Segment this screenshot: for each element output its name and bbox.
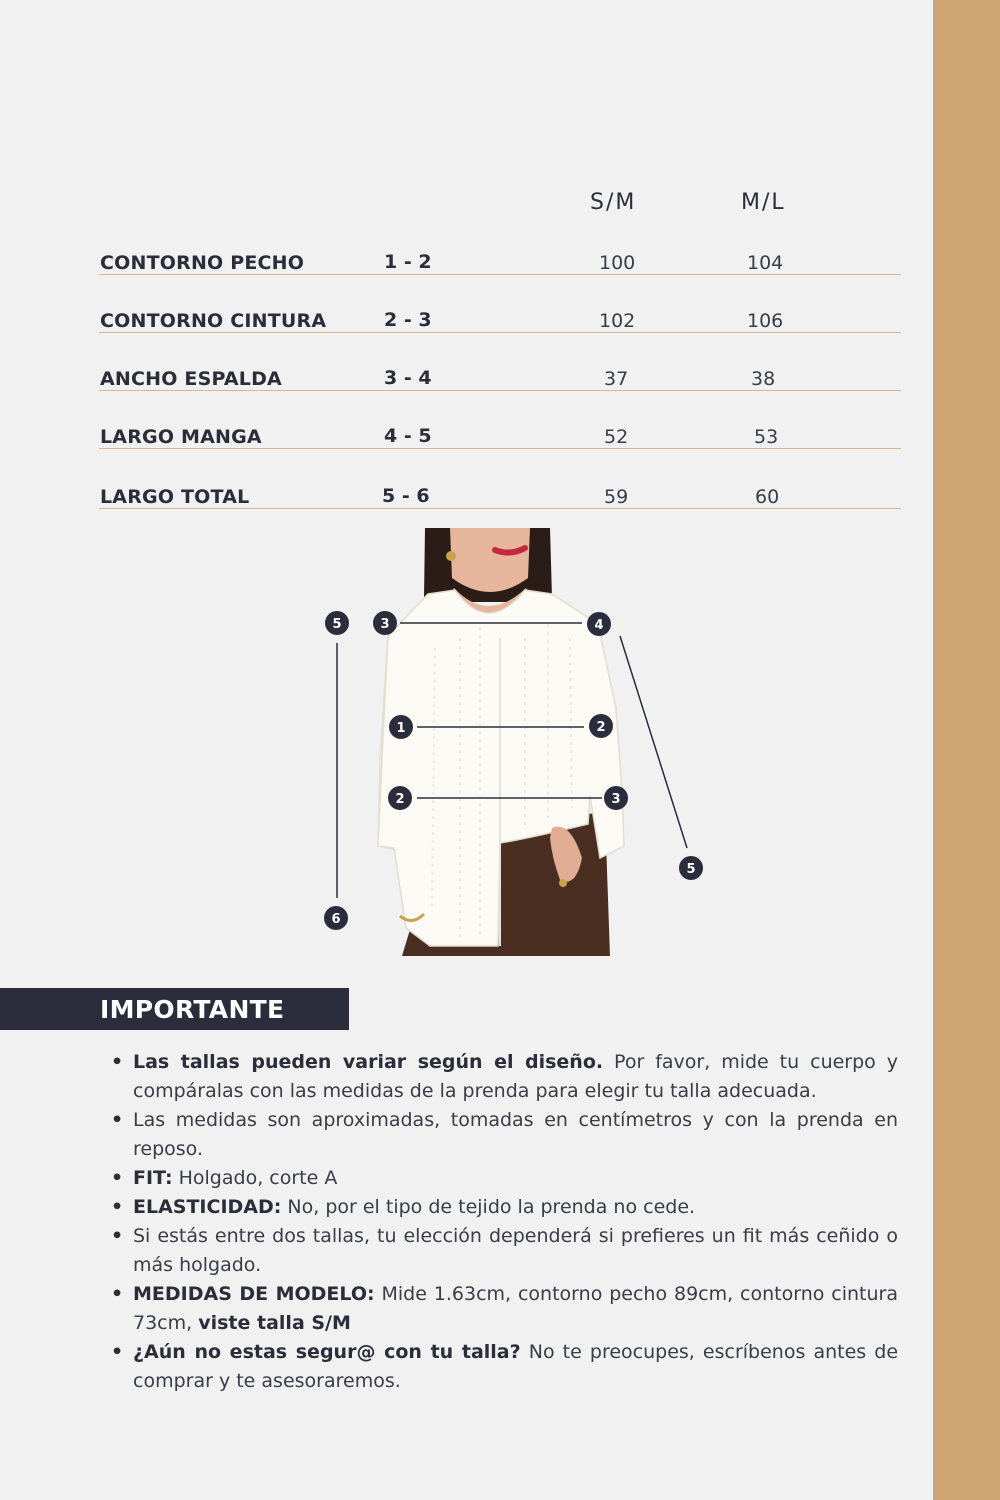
measure-value-sm: 52	[604, 426, 629, 448]
measure-label: ANCHO ESPALDA	[100, 368, 282, 390]
measure-value-ml: 53	[754, 426, 779, 448]
measure-value-ml: 104	[747, 252, 784, 274]
measure-value-sm: 100	[599, 252, 636, 274]
measure-value-ml: 38	[751, 368, 776, 390]
marker-2-chest	[589, 714, 613, 738]
svg-text:5: 5	[686, 862, 696, 877]
measure-value-sm: 102	[599, 310, 636, 332]
svg-text:6: 6	[331, 912, 341, 927]
measure-points: 1 - 2	[384, 251, 432, 273]
ring-shape	[559, 879, 567, 887]
svg-text:3: 3	[380, 617, 390, 632]
marker-4	[587, 612, 611, 636]
marker-5-sleeve	[679, 856, 703, 880]
note-item: • FIT: Holgado, corte A	[111, 1164, 898, 1193]
size-header-sm: S/M	[590, 190, 637, 215]
note-item: • MEDIDAS DE MODELO: Mide 1.63cm, contorno pecho 89cm, contorno cintura 73cm, viste talla S/M	[111, 1280, 898, 1338]
measure-value-sm: 59	[604, 486, 629, 508]
marker-3-shoulder	[373, 611, 397, 635]
note-item: • Las medidas son aproximadas, tomadas en centímetros y con la prenda en reposo.	[111, 1106, 898, 1164]
svg-text:1: 1	[396, 721, 406, 736]
decorative-side-strip	[933, 0, 1000, 1500]
note-item: • ELASTICIDAD: No, por el tipo de tejido la prenda no cede.	[111, 1193, 898, 1222]
marker-6	[324, 906, 348, 930]
svg-text:5: 5	[332, 617, 342, 632]
measure-row-waist	[99, 302, 901, 333]
important-title: IMPORTANTE	[100, 995, 285, 1024]
measure-points: 4 - 5	[384, 425, 432, 447]
svg-text:4: 4	[594, 618, 604, 633]
measure-row-chest	[99, 244, 901, 275]
measure-row-total-length	[99, 478, 901, 509]
garment-measurement-illustration	[320, 528, 720, 956]
measure-points: 5 - 6	[382, 485, 430, 507]
note-item: • Si estás entre dos tallas, tu elección dependerá si prefieres un fit más ceñido o más holgado.	[111, 1222, 898, 1280]
measure-points: 3 - 4	[384, 367, 432, 389]
measure-label: CONTORNO PECHO	[100, 252, 305, 274]
measure-points: 2 - 3	[384, 309, 432, 331]
measure-value-ml: 60	[755, 486, 780, 508]
marker-3-waist	[604, 786, 628, 810]
marker-2-waist	[388, 786, 412, 810]
marker-5-top	[325, 611, 349, 635]
earring-shape	[446, 551, 456, 561]
line-sleeve	[620, 636, 687, 848]
measure-label: LARGO MANGA	[100, 426, 262, 448]
svg-text:2: 2	[596, 720, 606, 735]
marker-1	[389, 715, 413, 739]
size-header-ml: M/L	[741, 190, 786, 215]
svg-text:2: 2	[395, 792, 405, 807]
note-item: • Las tallas pueden variar según el diseño. Por favor, mide tu cuerpo y compáralas con las medidas de la prenda para elegir tu talla adecuada.	[111, 1048, 898, 1106]
measure-row-back-width	[99, 360, 901, 391]
svg-text:3: 3	[611, 792, 621, 807]
important-notes-list	[111, 1048, 898, 1396]
measure-label: CONTORNO CINTURA	[100, 310, 327, 332]
measure-value-sm: 37	[604, 368, 629, 390]
measure-label: LARGO TOTAL	[100, 486, 250, 508]
note-item: • ¿Aún no estas segur@ con tu talla? No te preocupes, escríbenos antes de comprar y te asesoraremos.	[111, 1338, 898, 1396]
measure-value-ml: 106	[747, 310, 784, 332]
face-shape	[450, 528, 530, 592]
measure-row-sleeve-length	[99, 418, 901, 449]
